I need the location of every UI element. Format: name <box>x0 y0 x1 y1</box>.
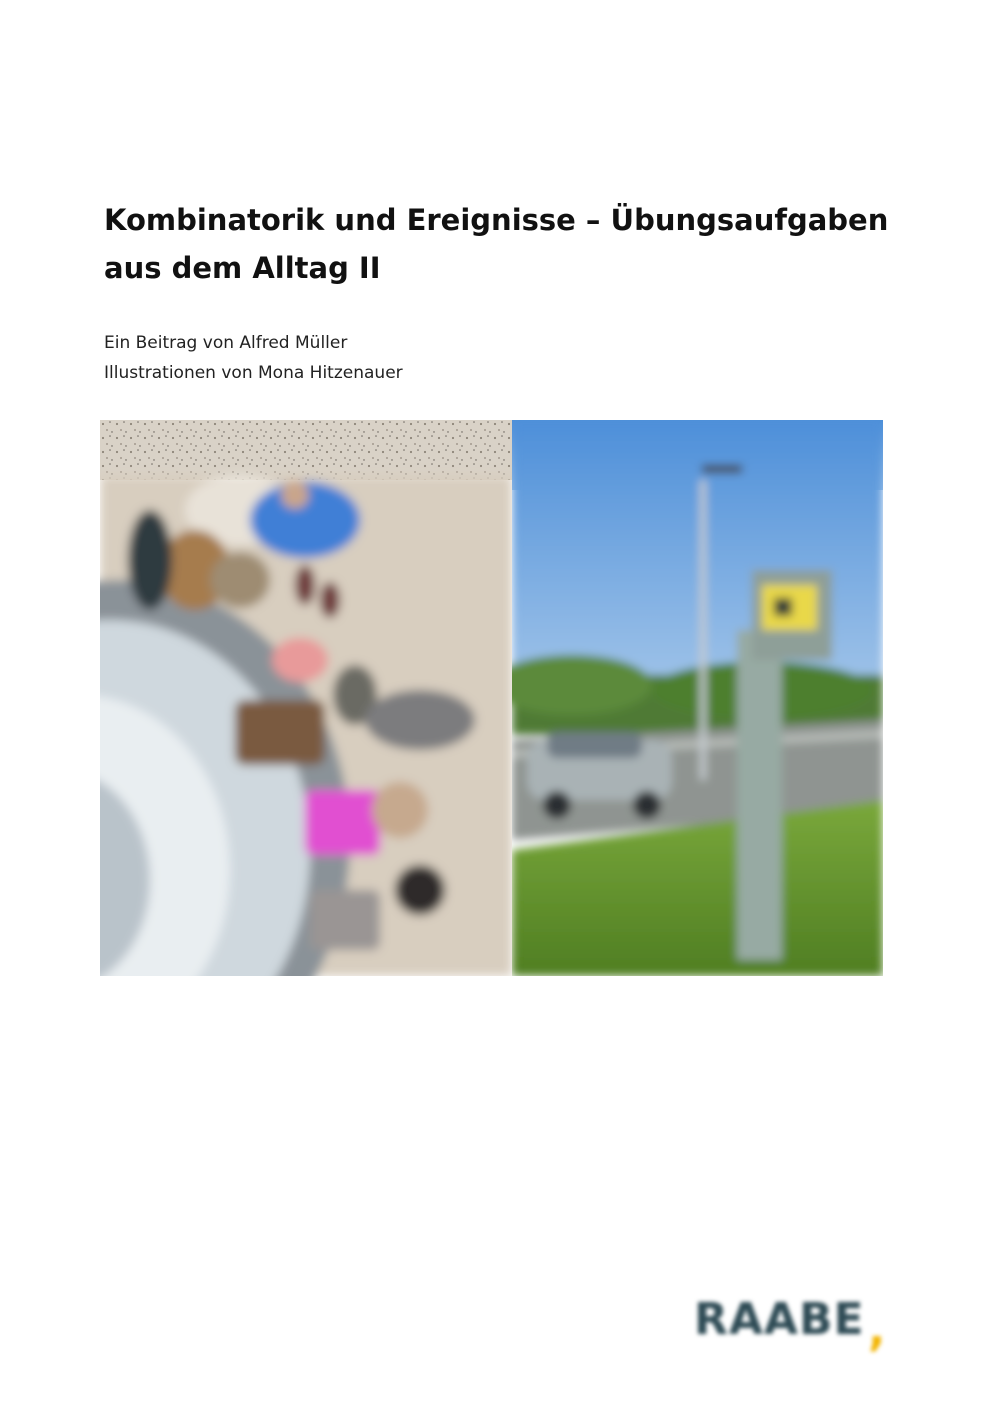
airport-baggage-carousel-photo <box>100 420 512 976</box>
byline <box>104 328 403 388</box>
raabe-logo <box>694 1294 894 1374</box>
title-line-1: Kombinatorik und Ereignisse – Übungsaufgaben <box>104 203 889 237</box>
speed-camera-roadside-photo <box>512 420 883 976</box>
logo-comma-mark: , <box>868 1302 886 1356</box>
cover-photos <box>100 420 883 976</box>
logo-wordmark: RAABE <box>694 1294 865 1345</box>
illustrator-credit: Illustrationen von Mona Hitzenauer <box>104 363 403 383</box>
title-line-2: aus dem Alltag II <box>104 251 381 285</box>
author-credit: Ein Beitrag von Alfred Müller <box>104 333 348 353</box>
document-title <box>104 196 904 292</box>
